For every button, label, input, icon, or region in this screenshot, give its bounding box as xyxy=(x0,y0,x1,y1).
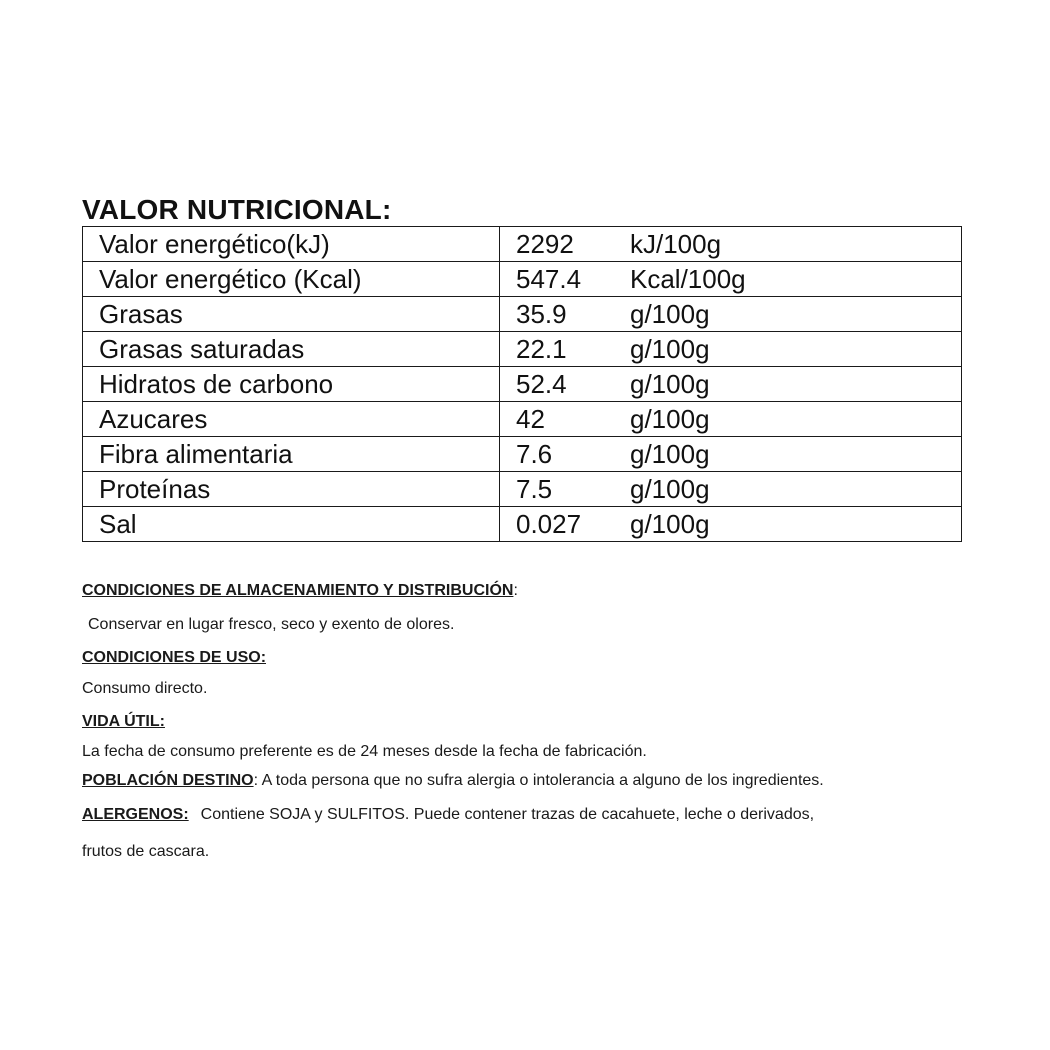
nutrient-name: Fibra alimentaria xyxy=(83,437,500,472)
storage-heading: CONDICIONES DE ALMACENAMIENTO Y DISTRIBUCIÓN xyxy=(82,582,514,599)
nutrient-amount-cell xyxy=(500,402,962,437)
nutrient-name: Grasas xyxy=(83,297,500,332)
nutrient-amount-cell xyxy=(500,472,962,507)
shelf-life-text: La fecha de consumo preferente es de 24 meses desde la fecha de fabricación. xyxy=(82,743,647,760)
nutrition-row xyxy=(83,367,962,402)
nutrient-amount-cell xyxy=(500,437,962,472)
target-population-heading: POBLACIÓN DESTINO xyxy=(82,772,254,789)
nutrition-row xyxy=(83,227,962,262)
nutrient-amount-cell xyxy=(500,332,962,367)
shelf-life-heading: VIDA ÚTIL: xyxy=(82,713,165,730)
nutrient-value: 0.027 xyxy=(516,509,582,539)
nutrition-row xyxy=(83,332,962,367)
nutrient-amount-cell xyxy=(500,367,962,402)
allergens-heading: ALERGENOS: xyxy=(82,806,189,823)
allergens-line xyxy=(82,806,814,824)
allergens-text: Contiene SOJA y SULFITOS. Puede contener trazas de cacahuete, leche o derivados, xyxy=(200,806,815,823)
nutrition-row xyxy=(83,507,962,542)
allergens-text-continued: frutos de cascara. xyxy=(82,843,210,860)
nutrient-unit: g/100g xyxy=(630,334,710,364)
nutrient-unit: g/100g xyxy=(630,509,710,539)
nutrient-unit: g/100g xyxy=(630,474,710,504)
nutrient-value: 35.9 xyxy=(516,299,567,329)
nutrient-unit: g/100g xyxy=(630,299,710,329)
nutrient-name: Grasas saturadas xyxy=(83,332,500,367)
nutrient-amount-cell xyxy=(500,297,962,332)
nutrient-unit: g/100g xyxy=(630,404,710,434)
nutrient-value: 2292 xyxy=(516,229,574,259)
nutrient-value: 52.4 xyxy=(516,369,567,399)
nutrient-value: 42 xyxy=(516,404,545,434)
storage-heading-colon: : xyxy=(513,582,518,599)
nutrient-unit: g/100g xyxy=(630,369,710,399)
nutrient-value: 547.4 xyxy=(516,264,582,294)
nutrient-value: 22.1 xyxy=(516,334,567,364)
use-text: Consumo directo. xyxy=(82,680,208,697)
nutrition-title: VALOR NUTRICIONAL: xyxy=(82,194,392,225)
nutrition-table xyxy=(82,226,962,542)
target-population-line xyxy=(82,772,824,790)
nutrient-amount-cell xyxy=(500,507,962,542)
nutrition-row xyxy=(83,402,962,437)
nutrient-value: 7.6 xyxy=(516,439,553,469)
nutrient-name: Hidratos de carbono xyxy=(83,367,500,402)
nutrient-unit: kJ/100g xyxy=(630,229,722,259)
target-population-text: : A toda persona que no sufra alergia o intolerancia a alguno de los ingredientes. xyxy=(253,772,824,789)
nutrient-name: Sal xyxy=(83,507,500,542)
nutrition-row xyxy=(83,472,962,507)
nutrient-unit: g/100g xyxy=(630,439,710,469)
storage-heading-line xyxy=(82,582,518,600)
nutrient-value: 7.5 xyxy=(516,474,553,504)
nutrition-row xyxy=(83,262,962,297)
nutrient-amount-cell xyxy=(500,262,962,297)
nutrient-name: Valor energético(kJ) xyxy=(83,227,500,262)
nutrient-name: Valor energético (Kcal) xyxy=(83,262,500,297)
nutrition-row xyxy=(83,437,962,472)
nutrient-name: Azucares xyxy=(83,402,500,437)
storage-text: Conservar en lugar fresco, seco y exento de olores. xyxy=(88,616,455,633)
nutrient-name: Proteínas xyxy=(83,472,500,507)
use-heading: CONDICIONES DE USO: xyxy=(82,649,267,666)
nutrition-row xyxy=(83,297,962,332)
nutrient-amount-cell xyxy=(500,227,962,262)
nutrient-unit: Kcal/100g xyxy=(630,264,746,294)
